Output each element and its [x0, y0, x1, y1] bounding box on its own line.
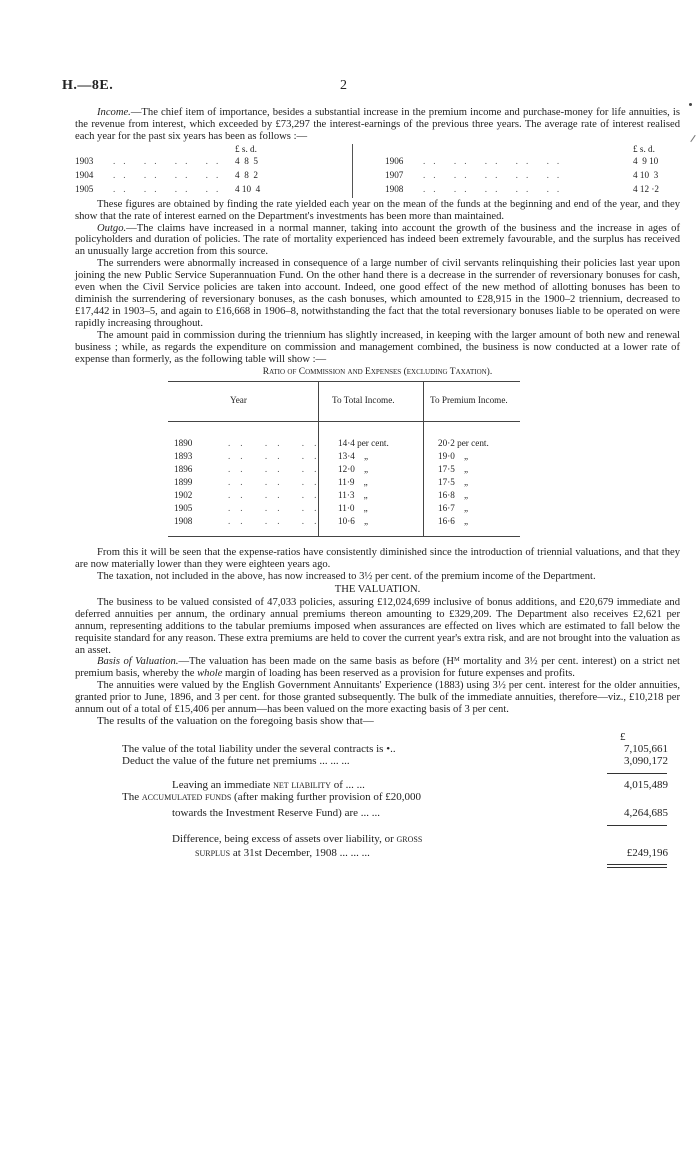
results-line-surplus: surplus at 31st December, 1908 ... ... ... [195, 846, 370, 859]
page-number: 2 [340, 78, 347, 93]
ratio-row [168, 438, 520, 451]
basis-text-end: margin of loading has been reserved as a provision for future expenses and profits. [222, 668, 575, 680]
basis-emphasis: whole [197, 668, 223, 680]
leader-dots: .. .. .. .. [113, 155, 227, 166]
leader-dots: .. .. .. [228, 451, 327, 462]
ratio-total: 11·3 „ [338, 490, 368, 501]
leader-dots: .. .. .. .. .. [423, 155, 568, 166]
ratio-header-premium: To Premium Income. [430, 395, 508, 406]
income-text: —The chief item of importance, besides a substantial increase in the premium income and purchase-money for life annuities, is the revenue from interest, which exceeded by £73,297 the interest-earnings of the previous three years. The average rate of interest realised each year for the past six years has been as follows :— [75, 107, 680, 142]
margin-tick [690, 135, 695, 142]
ratio-year: 1902 [174, 490, 193, 501]
ratio-row [168, 503, 520, 516]
ratio-year: 1890 [174, 438, 193, 449]
leader-dots: .. .. .. [228, 477, 327, 488]
rates-row [75, 156, 375, 168]
taxation-paragraph: The taxation, not included in the above, has now increased to 3½ per cent. of the premium income of the Department. [97, 571, 596, 583]
rates-row [75, 170, 375, 182]
leader-dots: .. .. .. [228, 464, 327, 475]
outgo-heading: Outgo. [97, 222, 127, 234]
surrenders-paragraph: The surrenders were abnormally increased in consequence of a large number of civil servants relinquishing their policies last year upon joining the new Public Service Superannuation Fund. On the other hand there is a decrease in the surrender of reversionary bonuses for cash, even when the Civil Service policies are taken into account. Indeed, one good effect of the new method of allotting bonuses has been to diminish the surrendering of reversionary bonuses, as the cash bonuses, which amounted to £28,915 in the 1900–2 triennium, decreased to £17,442 in 1903–5, and again to £16,668 in 1906–8, notwithstanding the fact that the total reversionary bonuses liable to be operated on were rapidly increasing throughout. [75, 258, 680, 329]
leader-dots: .. .. .. [228, 503, 327, 514]
rates-divider [352, 144, 353, 198]
ratio-row [168, 477, 520, 490]
rates-value: 4 8 5 [235, 155, 258, 166]
results-double-rule [607, 864, 667, 865]
results-amount-net-liability: 4,015,489 [624, 778, 668, 791]
results-line-net-liability: Leaving an immediate net liability of ... ... [172, 778, 365, 791]
ratio-premium: 16·6 „ [438, 516, 469, 527]
ratios-conclusion-paragraph: From this it will be seen that the expense-ratios have consistently diminished since the introduction of triennial valuations, and that they are now materially lower than they were eighteen years ago. [75, 547, 680, 571]
ratio-premium: 17·5 „ [438, 464, 469, 475]
rates-year: 1908 [385, 183, 404, 194]
results-rule [607, 825, 667, 826]
valuation-heading: THE VALUATION. [334, 584, 421, 596]
ratio-premium: 16·8 „ [438, 490, 469, 501]
rates-year: 1906 [385, 155, 404, 166]
rates-year: 1907 [385, 169, 404, 180]
rates-value: 4 9 10 [633, 155, 659, 166]
rates-row [75, 184, 375, 196]
ratio-header-year: Year [230, 395, 247, 406]
ratio-year: 1896 [174, 464, 193, 475]
leader-dots: .. .. .. [228, 490, 327, 501]
results-rule [607, 773, 667, 774]
interest-rates-table [75, 144, 680, 198]
leader-dots: .. .. .. .. .. [423, 183, 568, 194]
income-paragraph [75, 107, 680, 143]
ratio-table-title: Ratio of Commission and Expenses (excluding Taxation). [262, 367, 493, 378]
results-line-accumulated-funds: The accumulated funds (after making further provision of £20,000 [122, 790, 421, 803]
ratio-premium: 19·0 „ [438, 451, 469, 462]
results-amount-accumulated-funds: 4,264,685 [624, 806, 668, 819]
ratio-total: 12·0 „ [338, 464, 369, 475]
leader-dots: .. .. .. .. [113, 183, 227, 194]
results-amount-total-liability: 7,105,661 [624, 742, 668, 755]
rates-unit-left: £ s. d. [235, 143, 257, 154]
outgo-text: —The claims have increased in a normal manner, taking into account the growth of the business and the increase in ages of policyholders and duration of policies. The rate of mortality experienced has indeed been extremely favourable, and the surplus has received an unusually large accretion from this source. [75, 222, 680, 258]
ratio-total: 10·6 „ [338, 516, 369, 527]
document-code: H.—8E. [62, 78, 114, 93]
basis-text: —The valuation has been made on the same basis as before (Hᴹ mortality and 3½ per cent. interest) on a strict net premium basis, whereby the [75, 656, 680, 680]
ratio-total: 14·4 per cent. [338, 438, 389, 449]
rates-year: 1903 [75, 155, 94, 166]
rates-value: 4 10 4 [235, 183, 261, 194]
results-double-rule [607, 867, 667, 868]
leader-dots: .. .. .. [228, 438, 327, 449]
figures-paragraph: These figures are obtained by finding the rate yielded each year on the mean of the funds at the beginning and end of the year, and they show that the rate of interest earned on the Department's investments has been more than maintained. [75, 198, 680, 222]
results-intro: The results of the valuation on the foregoing basis show that— [97, 715, 374, 727]
ratio-premium: 16·7 „ [438, 503, 469, 514]
ratio-total: 11·0 „ [338, 503, 368, 514]
ratio-row [168, 516, 520, 529]
rates-year: 1905 [75, 183, 94, 194]
rates-row [385, 184, 685, 196]
leader-dots: .. .. .. .. .. [423, 169, 568, 180]
ratio-premium: 17·5 „ [438, 477, 469, 488]
ratio-year: 1899 [174, 477, 193, 488]
rates-year: 1904 [75, 169, 94, 180]
rates-value: 4 8 2 [235, 169, 258, 180]
ratio-year: 1908 [174, 516, 193, 527]
outgo-paragraph [75, 223, 680, 259]
rates-value: 4 12 ·2 [633, 183, 660, 194]
document-body [75, 107, 680, 933]
ratio-header-rule [168, 421, 520, 422]
commission-paragraph: The amount paid in commission during the triennium has slightly increased, in keeping with the larger amount of both new and renewal business ; while, as regards the expenditure on commission and management combined, the business is now conducted at a lower rate of expense than formerly, as the following table will show :— [75, 329, 680, 365]
margin-dot [689, 103, 692, 106]
annuities-paragraph: The annuities were valued by the English Government Annuitants' Experience (1883) using 3½ per cent. interest for the older annuities, granted prior to June, 1896, and 3 per cent. for those granted subsequently. The bulk of the immediate annuities, therefore—viz., £10,218 per annum out of a total of £15,406 per annum—has been valued on the more exacting basis of 3 per cent. [75, 680, 680, 716]
results-line-future-premiums: Deduct the value of the future net premiums ... ... ... [122, 754, 350, 767]
ratio-premium: 20·2 per cent. [438, 438, 489, 449]
ratio-year: 1905 [174, 503, 193, 514]
business-paragraph: The business to be valued consisted of 47,033 policies, assuring £12,024,699 inclusive of bonus additions, and £20,679 immediate and deferred annuities per annum, the ordinary annual premiums thereon amounting to £329,209. The Department also receives £2,621 per annum, representing additions to the tabular premiums imposed when assurances are effected on lives which are estimated to fall below the requisite standard for any reason. These extra premiums are held to cover the current year's extra risk, and are not brought into the valuation as an asset. [75, 596, 680, 656]
results-currency: £ [620, 730, 626, 743]
results-amount-future-premiums: 3,090,172 [624, 754, 668, 767]
ratio-total: 13·4 „ [338, 451, 369, 462]
ratio-table [168, 381, 520, 537]
rates-unit-right: £ s. d. [633, 143, 655, 154]
income-heading: Income. [97, 107, 131, 118]
rates-row [385, 156, 685, 168]
ratio-row [168, 451, 520, 464]
rates-row [385, 170, 685, 182]
leader-dots: .. .. .. .. [113, 169, 227, 180]
valuation-results [75, 728, 680, 933]
ratio-year: 1893 [174, 451, 193, 462]
basis-heading: Basis of Valuation. [97, 656, 179, 668]
results-line-reserve-fund: towards the Investment Reserve Fund) are ... ... [172, 806, 381, 819]
ratio-row [168, 490, 520, 503]
results-line-total-liability: The value of the total liability under the several contracts is •.. [122, 742, 396, 755]
ratio-row [168, 464, 520, 477]
rates-value: 4 10 3 [633, 169, 659, 180]
basis-paragraph [75, 656, 680, 680]
results-amount-surplus: £249,196 [626, 846, 668, 859]
leader-dots: .. .. .. [228, 516, 327, 527]
results-line-difference: Difference, being excess of assets over liability, or gross [172, 832, 423, 845]
ratio-header-total: To Total Income. [332, 395, 395, 406]
ratio-total: 11·9 „ [338, 477, 368, 488]
